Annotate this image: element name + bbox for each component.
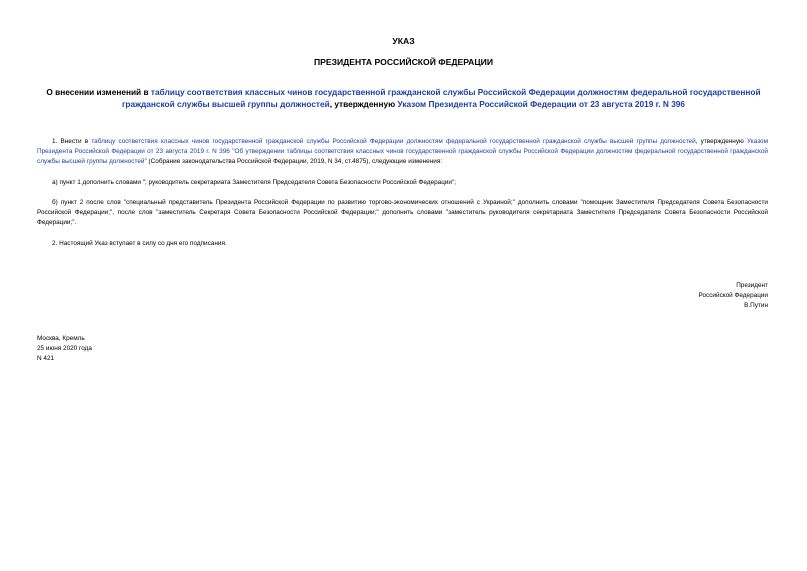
date: 25 июня 2020 года — [37, 345, 92, 352]
document-subject — [40, 86, 767, 110]
signature-country: Российской Федерации — [698, 292, 768, 299]
subject-link-decree[interactable]: Указом Президента Российской Федерации от 23 августа 2019 г. N 396 — [397, 99, 686, 109]
paragraph-1 — [37, 137, 768, 167]
p1-text-middle: , утвержденную — [695, 138, 747, 145]
subject-prefix: О внесении изменений в — [46, 87, 151, 97]
place-date-block — [37, 334, 92, 364]
p1-link-table[interactable]: таблицу соответствия классных чинов государственной гражданской службы Российской Федерации должностям федеральной государственной гражданской службы высшей группы должностей — [91, 138, 696, 145]
signature-block — [699, 281, 769, 311]
signature-name: В.Путин — [744, 302, 768, 309]
subject-link-table[interactable]: таблицу соответствия классных чинов государственной гражданской службы Российской Федерации должностям федеральной государственной гражданской службы высшей группы должностей — [121, 87, 761, 109]
paragraph-b: б) пункт 2 после слов "специальный представитель Президента Российской Федерации по развитию торгово-экономических отношений с Украиной;" дополнить словами "помощник Заместителя Председателя Совета Безопасности Российской Федерации;", после слов "заместитель Секретаря Совета Безопасности Российской Федерации;" дополнить словами "заместитель руководителя секретариата Заместителя Председателя Совета Безопасности Российской Федерации;". — [37, 199, 768, 226]
p1-text-start: 1. Внести в — [52, 138, 92, 145]
paragraph-a: а) пункт 1 дополнить словами "; руководитель секретариата Заместителя Председателя Совета Безопасности Российской Федерации"; — [52, 179, 457, 186]
place: Москва, Кремль — [37, 335, 85, 342]
paragraph-2: 2. Настоящий Указ вступает в силу со дня его подписания. — [52, 240, 227, 247]
p1-text-end: (Собрание законодательства Российской Федерации, 2019, N 34, ст.4875), следующие изменения: — [146, 158, 443, 165]
issuer-title: ПРЕЗИДЕНТА РОССИЙСКОЙ ФЕДЕРАЦИИ — [313, 57, 494, 67]
document-number: N 421 — [37, 355, 55, 362]
subject-middle: , утвержденную — [329, 99, 398, 109]
signature-position: Президент — [736, 282, 768, 289]
p1-link-decree[interactable]: Указом Президента Российской Федерации от 23 августа 2019 г. N 396 "Об утверждении таблицы соответствия классных чинов государственной гражданской службы Российской Федерации должностям федеральной государственной гражданской службы высшей группы должностей" — [37, 138, 768, 165]
document-type-title: УКАЗ — [392, 36, 415, 46]
